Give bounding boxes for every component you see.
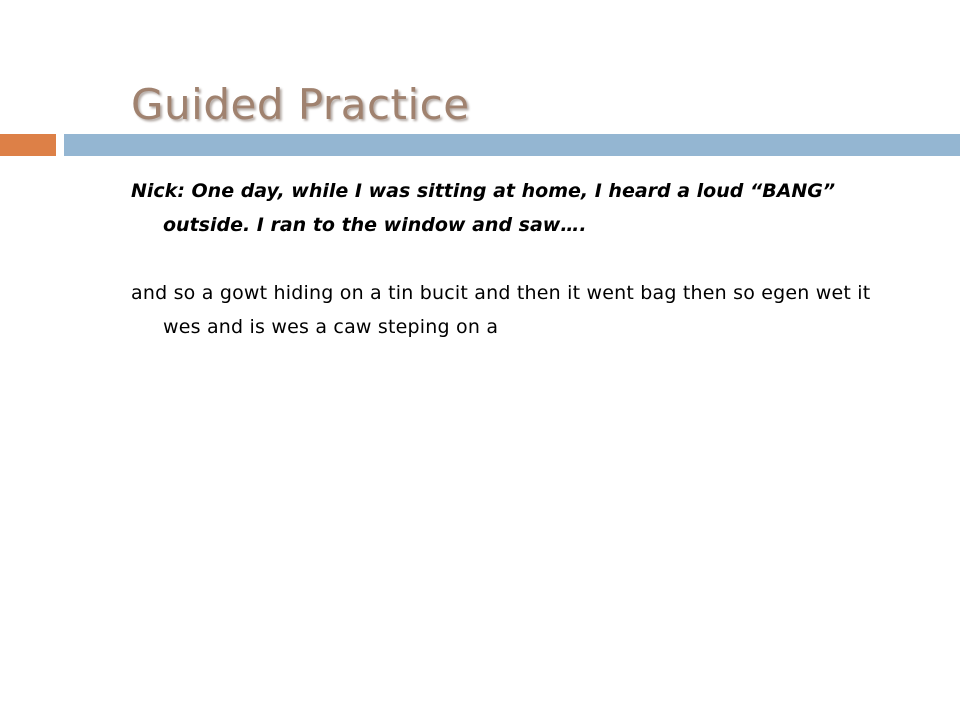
student-response: and so a gowt hiding on a tin bucit and then it went bag then so egen wet it wes and is wes a caw steping on a bbox=[131, 282, 871, 338]
title-divider-accent-orange bbox=[0, 134, 56, 156]
title-divider-accent-blue bbox=[64, 134, 960, 156]
slide-title: Guided Practice bbox=[131, 80, 470, 129]
slide-body bbox=[131, 174, 891, 344]
story-prompt: Nick: One day, while I was sitting at home, I heard a loud “BANG” outside. I ran to the window and saw…. bbox=[131, 180, 836, 236]
paragraph-spacer bbox=[131, 242, 891, 276]
